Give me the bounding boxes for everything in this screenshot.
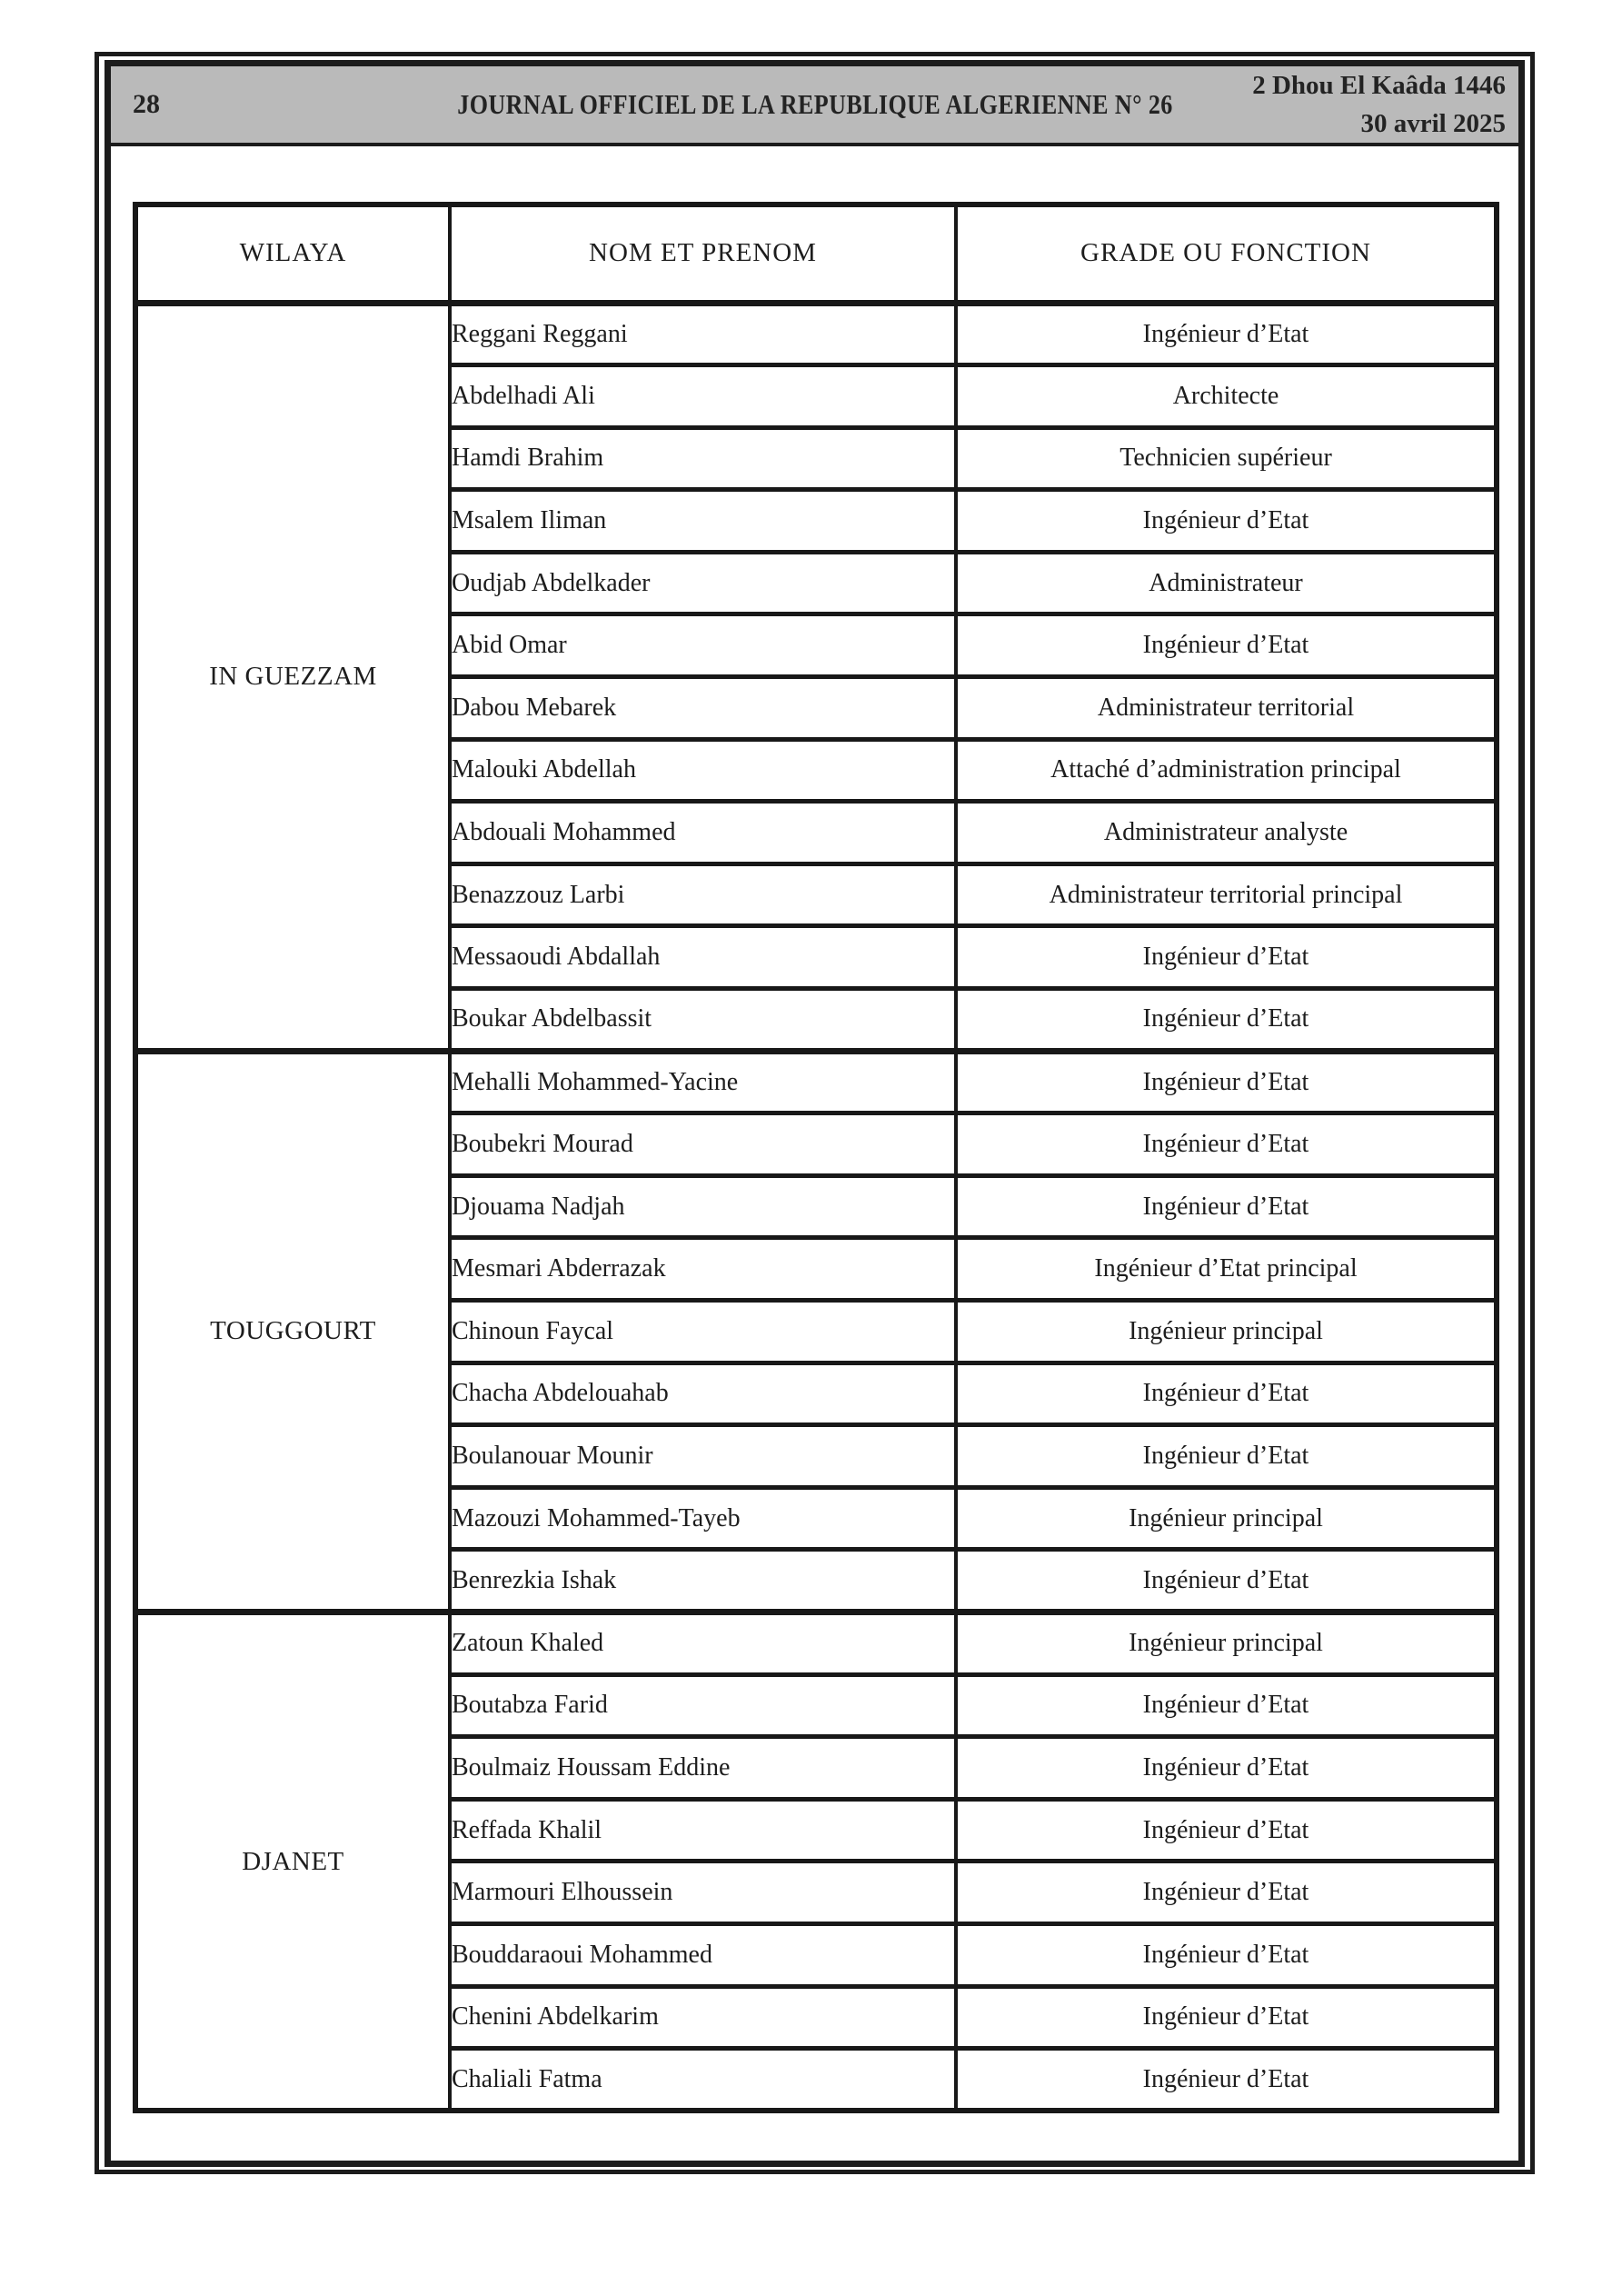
table-row: [135, 1051, 1497, 1113]
grade-cell: Ingénieur d’Etat: [956, 303, 1497, 365]
wilaya-cell: IN GUEZZAM: [135, 303, 450, 1051]
person-name-cell: Boukar Abdelbassit: [450, 989, 956, 1052]
person-name-cell: Mehalli Mohammed-Yacine: [450, 1051, 956, 1113]
person-name-cell: Zatoun Khaled: [450, 1612, 956, 1674]
person-name-cell: Abdouali Mohammed: [450, 802, 956, 864]
grade-cell: Ingénieur d’Etat: [956, 1674, 1497, 1737]
issue-dates: [1252, 66, 1506, 143]
person-name-cell: Oudjab Abdelkader: [450, 552, 956, 614]
person-name-cell: Abid Omar: [450, 614, 956, 677]
person-name-cell: Chacha Abdelouahab: [450, 1363, 956, 1425]
person-name-cell: Msalem Iliman: [450, 490, 956, 553]
grade-cell: Ingénieur d’Etat: [956, 989, 1497, 1052]
grade-cell: Administrateur: [956, 552, 1497, 614]
wilaya-cell: TOUGGOURT: [135, 1051, 450, 1612]
grade-cell: Ingénieur d’Etat: [956, 1737, 1497, 1800]
grade-cell: Administrateur analyste: [956, 802, 1497, 864]
grade-cell: Administrateur territorial principal: [956, 863, 1497, 926]
person-name-cell: Dabou Mebarek: [450, 677, 956, 740]
person-name-cell: Boulanouar Mounir: [450, 1425, 956, 1488]
table-body: [135, 303, 1497, 2111]
person-name-cell: Abdelhadi Ali: [450, 365, 956, 428]
grade-cell: Technicien supérieur: [956, 427, 1497, 490]
person-name-cell: Boulmaiz Houssam Eddine: [450, 1737, 956, 1800]
appointments-table: [133, 202, 1499, 2113]
person-name-cell: Mazouzi Mohammed-Tayeb: [450, 1487, 956, 1550]
person-name-cell: Malouki Abdellah: [450, 739, 956, 802]
person-name-cell: Djouama Nadjah: [450, 1175, 956, 1238]
grade-cell: Administrateur territorial: [956, 677, 1497, 740]
person-name-cell: Reffada Khalil: [450, 1799, 956, 1862]
person-name-cell: Marmouri Elhoussein: [450, 1862, 956, 1924]
grade-cell: Ingénieur d’Etat principal: [956, 1238, 1497, 1301]
hijri-date: 2 Dhou El Kaâda 1446: [1252, 71, 1506, 100]
person-name-cell: Messaoudi Abdallah: [450, 926, 956, 989]
grade-cell: Ingénieur d’Etat: [956, 1550, 1497, 1612]
person-name-cell: Hamdi Brahim: [450, 427, 956, 490]
wilaya-cell: DJANET: [135, 1612, 450, 2111]
person-name-cell: Boubekri Mourad: [450, 1113, 956, 1176]
person-name-cell: Reggani Reggani: [450, 303, 956, 365]
grade-cell: Ingénieur d’Etat: [956, 1175, 1497, 1238]
grade-cell: Ingénieur d’Etat: [956, 490, 1497, 553]
grade-cell: Ingénieur d’Etat: [956, 1986, 1497, 2049]
column-header-name: NOM ET PRENOM: [450, 205, 956, 303]
grade-cell: Architecte: [956, 365, 1497, 428]
column-header-wilaya: WILAYA: [135, 205, 450, 303]
grade-cell: Ingénieur d’Etat: [956, 1799, 1497, 1862]
table-header-row: [135, 205, 1497, 303]
grade-cell: Ingénieur d’Etat: [956, 1923, 1497, 1986]
person-name-cell: Benrezkia Ishak: [450, 1550, 956, 1612]
person-name-cell: Chaliali Fatma: [450, 2049, 956, 2111]
journal-title: JOURNAL OFFICIEL DE LA REPUBLIQUE ALGERIENNE N° 26: [456, 88, 1173, 120]
person-name-cell: Chinoun Faycal: [450, 1301, 956, 1363]
gregorian-date: 30 avril 2025: [1360, 109, 1506, 138]
grade-cell: Attaché d’administration principal: [956, 739, 1497, 802]
grade-cell: Ingénieur d’Etat: [956, 926, 1497, 989]
person-name-cell: Bouddaraoui Mohammed: [450, 1923, 956, 1986]
person-name-cell: Boutabza Farid: [450, 1674, 956, 1737]
grade-cell: Ingénieur d’Etat: [956, 1113, 1497, 1176]
grade-cell: Ingénieur principal: [956, 1612, 1497, 1674]
grade-cell: Ingénieur d’Etat: [956, 1051, 1497, 1113]
grade-cell: Ingénieur d’Etat: [956, 614, 1497, 677]
grade-cell: Ingénieur d’Etat: [956, 1363, 1497, 1425]
grade-cell: Ingénieur principal: [956, 1487, 1497, 1550]
column-header-grade: GRADE OU FONCTION: [956, 205, 1497, 303]
page-number: 28: [133, 89, 160, 119]
grade-cell: Ingénieur d’Etat: [956, 1862, 1497, 1924]
journal-header-band: [111, 66, 1518, 146]
person-name-cell: Benazzouz Larbi: [450, 863, 956, 926]
person-name-cell: Mesmari Abderrazak: [450, 1238, 956, 1301]
table-row: [135, 303, 1497, 365]
person-name-cell: Chenini Abdelkarim: [450, 1986, 956, 2049]
table-row: [135, 1612, 1497, 1674]
grade-cell: Ingénieur d’Etat: [956, 2049, 1497, 2111]
grade-cell: Ingénieur d’Etat: [956, 1425, 1497, 1488]
grade-cell: Ingénieur principal: [956, 1301, 1497, 1363]
